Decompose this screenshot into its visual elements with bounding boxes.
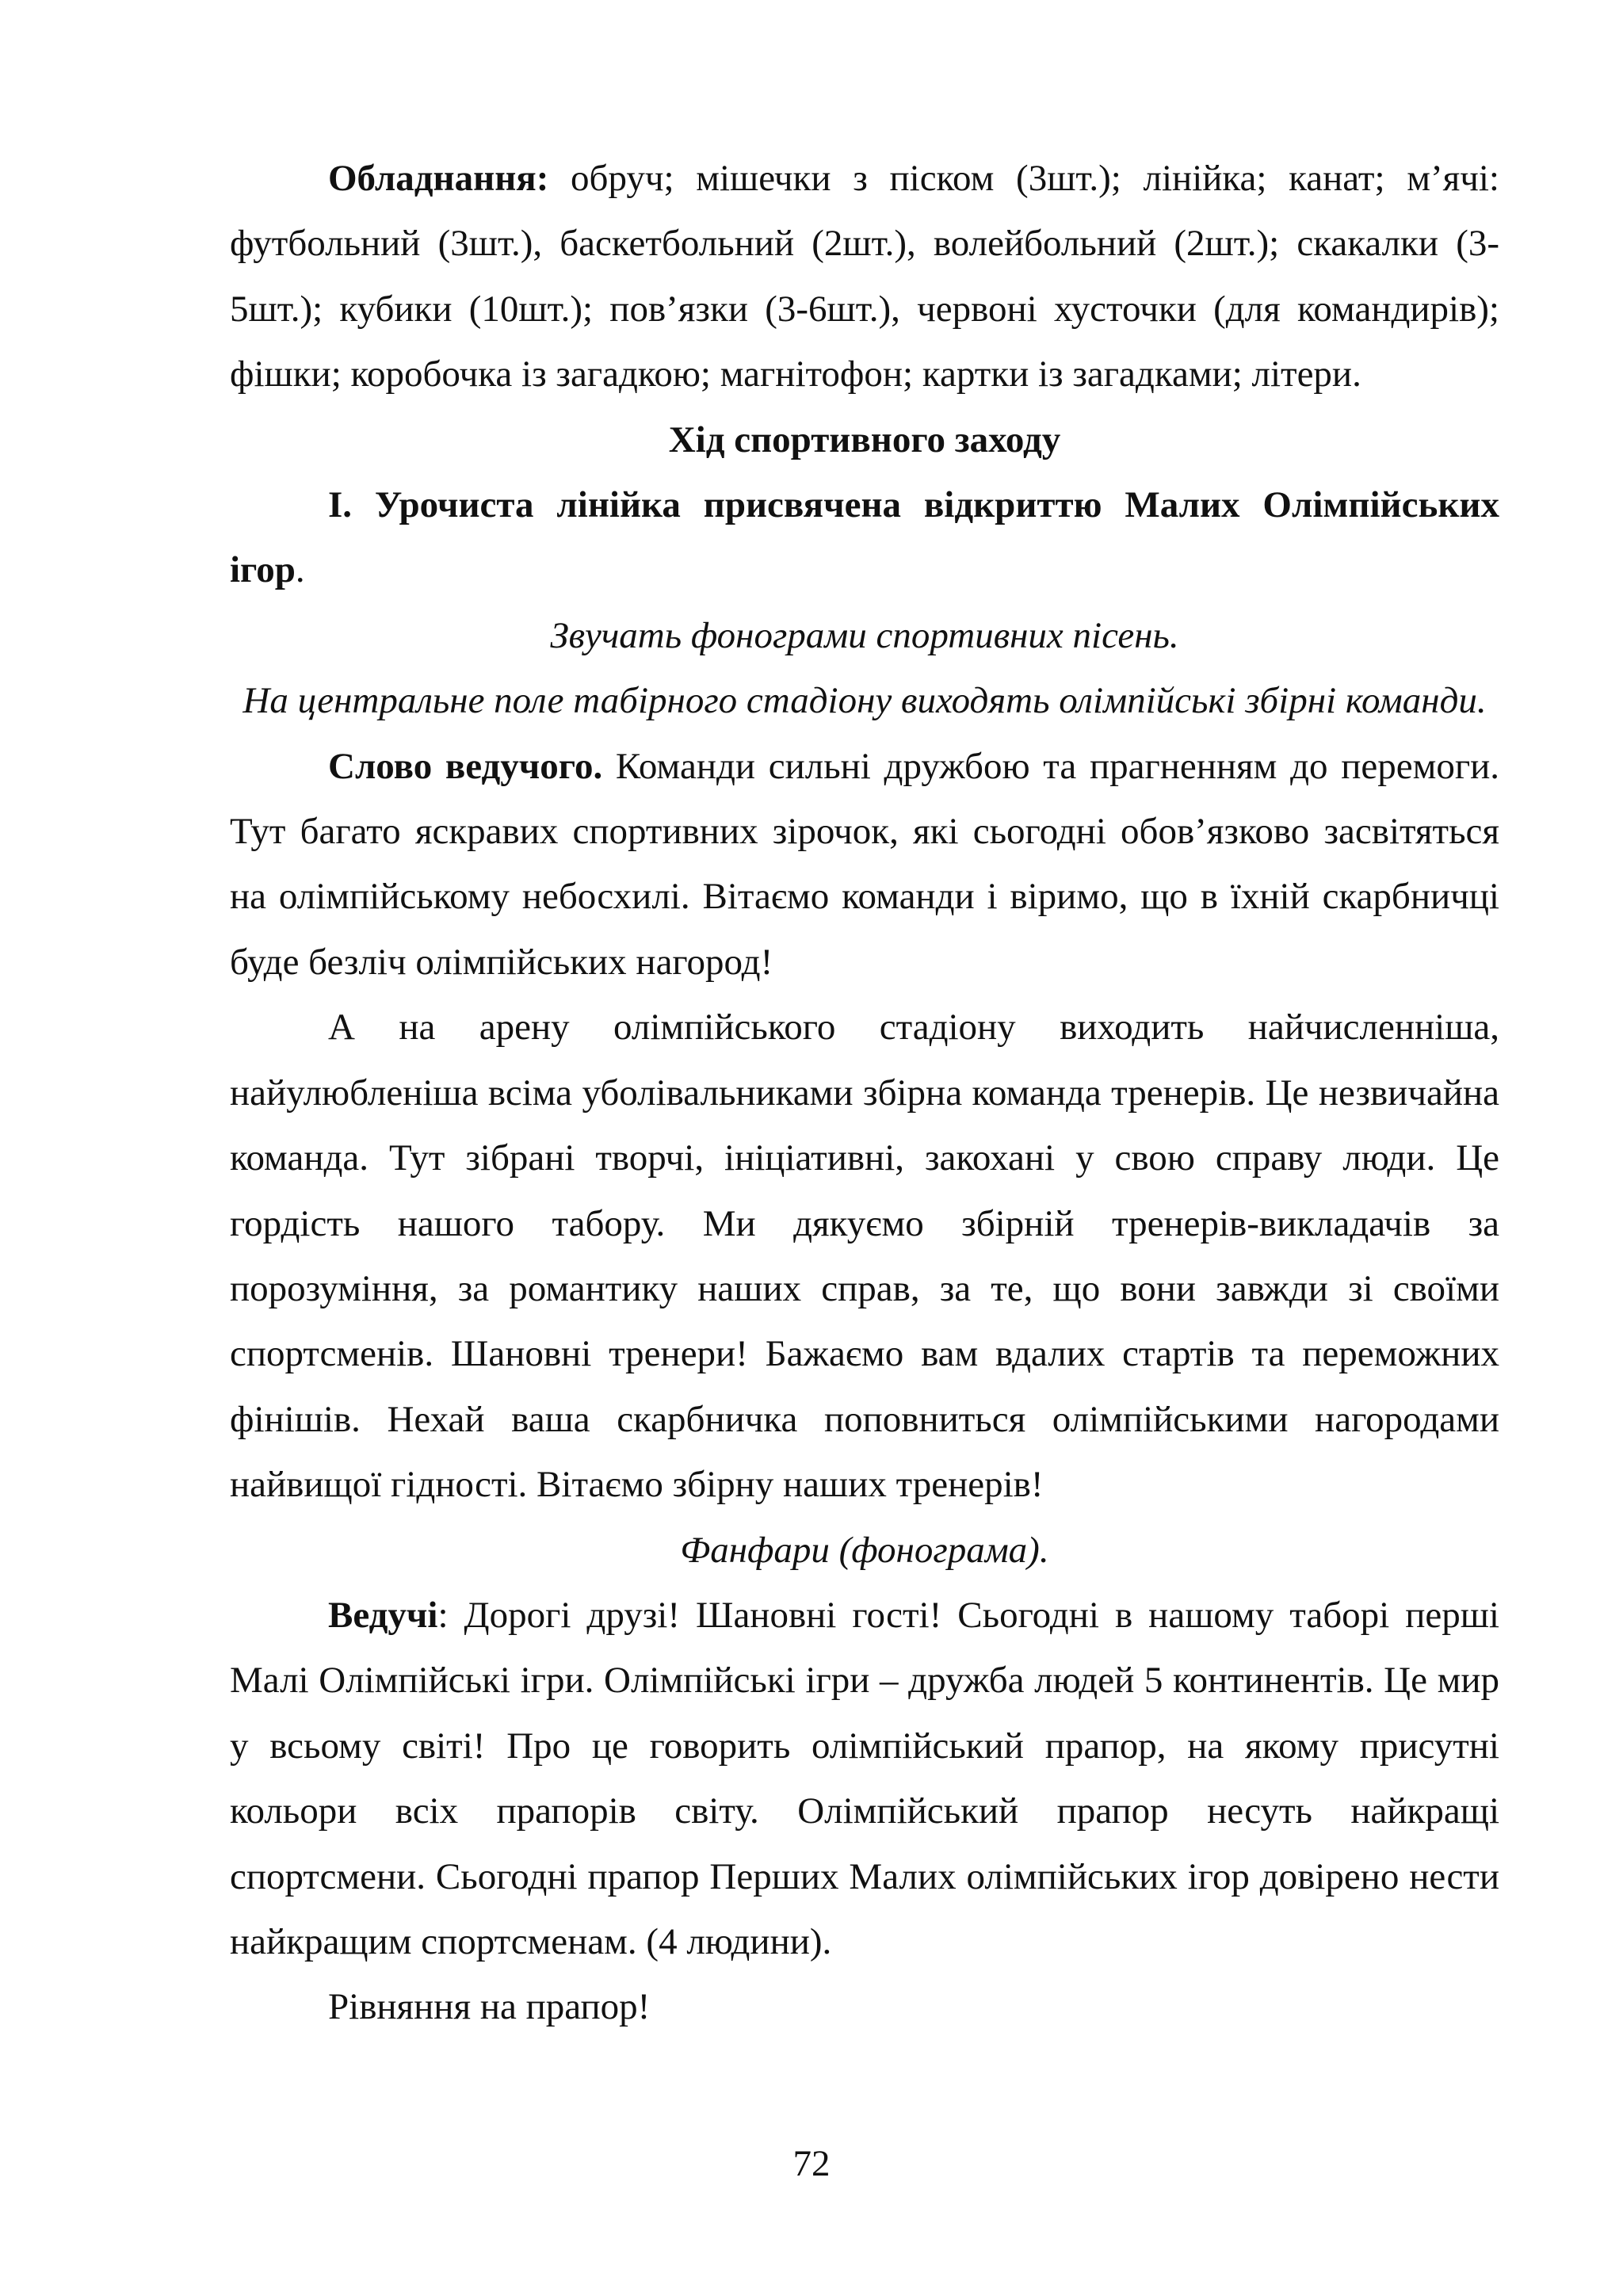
host-word-text: Команди сильні дружбою та прагненням до перемоги. Тут багато яскравих спортивних зірочок, які сьогодні обов’язково засвітяться на олімпійському небосхилі. Вітаємо команди і віримо, що в їхній скарбничці буде безліч олімпійських нагород!: [230, 745, 1500, 983]
host-word-paragraph: [230, 734, 1499, 995]
command-line: Рівняння на прапор!: [328, 1986, 651, 2028]
host-word-label: Слово ведучого.: [328, 745, 603, 787]
part-one-heading: [230, 472, 1499, 603]
equipment-paragraph: [230, 146, 1499, 407]
hosts-text: : Дорогі друзі! Шановні гості! Сьогодні в нашому таборі перші Малі Олімпійські ігри. Олімпійські ігри – дружба людей 5 континентів. Це мир у всьому світі! Про це говорить олімпійський прапор, на якому присутні кольори всіх прапорів світу. Олімпійський прапор несуть найкращі спортсмени. Сьогодні прапор Перших Малих олімпійських ігор довірено нести найкращим спортсменам. (4 людини).: [230, 1594, 1499, 1962]
coaches-paragraph: А на арену олімпійського стадіону виходить найчисленніша, найулюбленіша всіма уболівальниками збірна команда тренерів. Це незвичайна команда. Тут зібрані творчі, ініціативні, закохані у свою справу люди. Це гордість нашого табору. Ми дякуємо збірній тренерів-викладачів за порозуміння, за романтику наших справ, за те, що вони завжди зі своїми спортсменів. Шановні тренери! Бажаємо вам вдалих стартів та переможних фінішів. Нехай ваша скарбничка поповниться олімпійськими нагородами найвищої гідності. Вітаємо збірну наших тренерів!: [230, 1007, 1499, 1506]
equipment-label: Обладнання:: [328, 158, 549, 199]
part-one-title: І. Урочиста лінійка присвячена відкриттю Малих Олімпійських ігор: [230, 484, 1499, 591]
fanfare-direction: Фанфари (фонограма).: [680, 1529, 1049, 1571]
equipment-text: обруч; мішечки з піском (3шт.); лінійка; канат; м’ячі: футбольний (3шт.), баскетбольний (2шт.), волейбольний (2шт.); скакалки (3-5шт.); кубики (10шт.); пов’язки (3-6шт.), червоні хусточки (для командирів); фішки; коробочка із загадкою; магнітофон; картки із загадками; літери.: [230, 158, 1499, 395]
document-body: [230, 146, 1499, 2040]
stage-direction-1: Звучать фонограми спортивних пісень.: [550, 614, 1179, 656]
hosts-label: Ведучі: [328, 1594, 438, 1636]
part-one-suffix: .: [295, 549, 305, 591]
hosts-paragraph: [230, 1583, 1499, 1974]
page-number: 72: [792, 2143, 831, 2184]
section-title: Хід спортивного заходу: [668, 418, 1061, 460]
stage-direction-2: На центральне поле табірного стадіону виходять олімпійські збірні команди.: [242, 680, 1487, 722]
